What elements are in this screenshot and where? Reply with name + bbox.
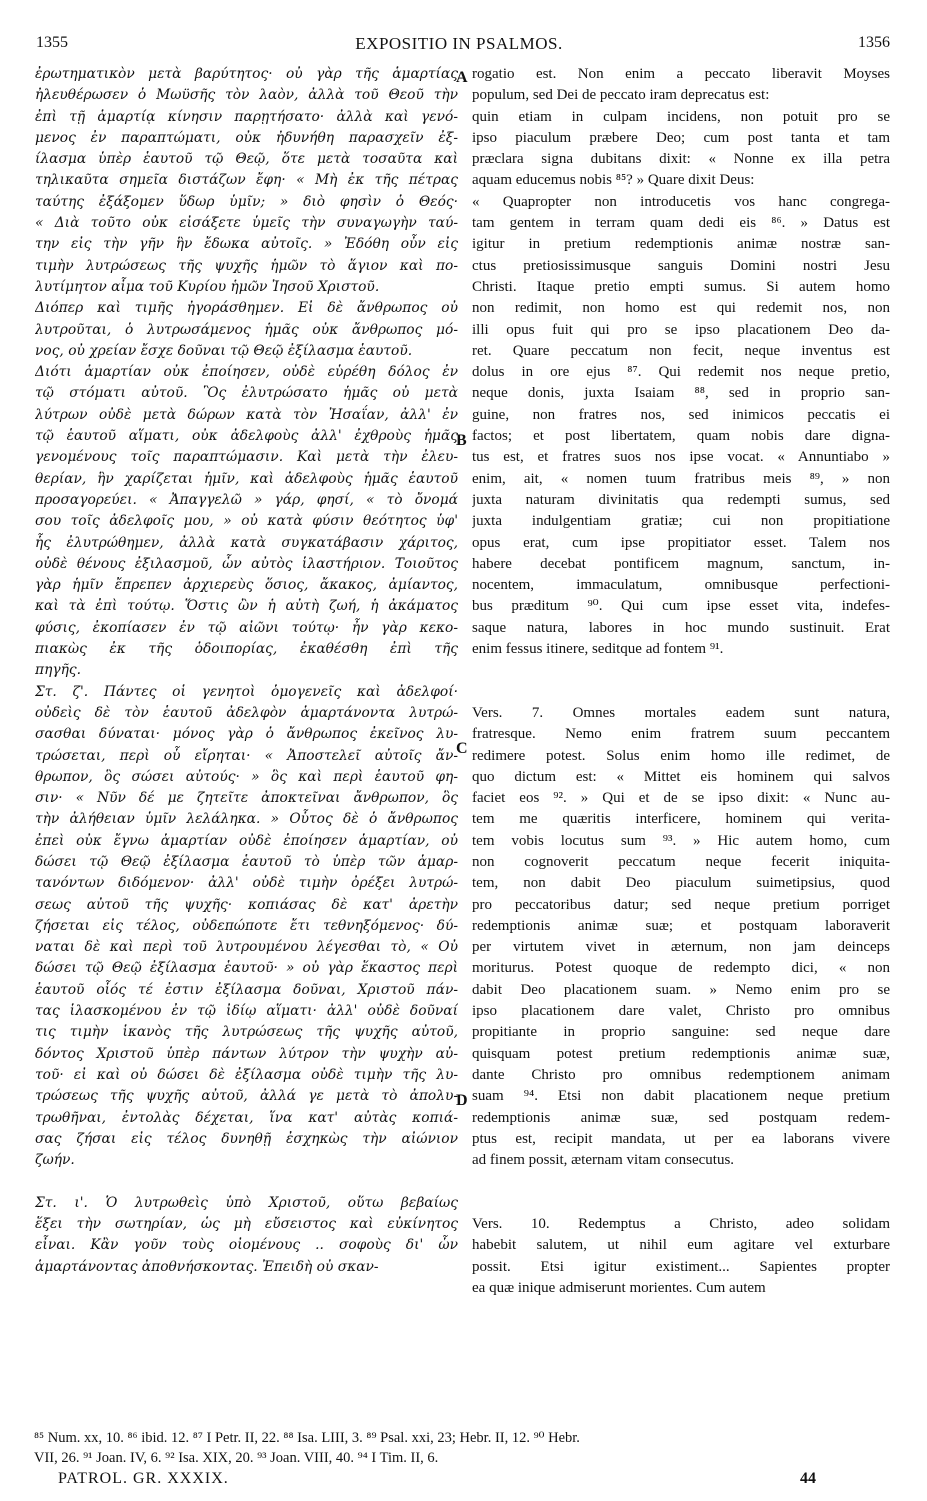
latin-line: dolus in ore ejus ⁸⁷. Qui redemit nos neque pretio,	[472, 364, 890, 381]
greek-line: τρώσεται, περὶ οὗ εἴρηται· « Ἀποστελεῖ αὐτοῖς ἄν-	[35, 747, 458, 764]
greek-line: ἐπὶ τῇ ἁμαρτίᾳ κίνησιν παρῃτήσατο· ἀλλὰ καὶ γενό-	[35, 108, 458, 125]
margin-letter-b: B	[456, 432, 467, 449]
greek-line: γενομένους τοῖς παραπτώμασιν. Καὶ μετὰ τὴν ἐλευ-	[35, 449, 458, 466]
page-number-right: 1356	[858, 34, 890, 51]
greek-line: τὴν ἀλήθειαν ὑμῖν λελάληκα. » Οὗτος δὲ ὁ ἄνθρωπος	[35, 811, 458, 828]
greek-line: φύσις, ἐκοπίασεν ἐν τῷ αἰῶνι τούτῳ· ἦν γὰρ κεκο-	[35, 619, 458, 636]
latin-line: neque donis, juxta Isaiam ⁸⁸, sed in proprio san-	[472, 385, 890, 402]
greek-line: οὐδὲ θένους ἐξιλασμοῦ, ὧν αὐτὸς ἱλαστήριον. Τοιοῦτος	[35, 555, 458, 572]
greek-line: Διόπερ καὶ τιμῆς ἠγοράσθημεν. Εἰ δὲ ἄνθρωπος οὐ	[35, 300, 458, 317]
latin-line: faciet eos ⁹². » Qui et de se ipso dixit: « Nunc au-	[472, 790, 890, 807]
footnotes	[34, 1428, 890, 1468]
greek-line: ταύτης ἐξάξομεν ὕδωρ ὑμῖν; » διὸ φησὶν ὁ Θεός·	[35, 193, 458, 210]
greek-line: ἐρωτηματικὸν μετὰ βαρύτητος· οὐ γὰρ τῆς ἁμαρτίας	[35, 66, 458, 82]
running-title: EXPOSITIO IN PSALMOS.	[355, 34, 563, 53]
latin-line: nocentem, immaculatum, omnibusque perfectioni-	[472, 577, 890, 594]
latin-line: ipso piaculum præbere Deo; cum post tanta et tam	[472, 129, 890, 146]
latin-line: quo dictum est: « Mittet eis hominem qui salvos	[472, 768, 890, 785]
latin-line: Vers. 7. Omnes mortales eadem sunt natura,	[472, 704, 890, 721]
latin-line: factos; et post libertatem, quam nobis dare digna-	[472, 428, 890, 445]
greek-line: πηγῆς.	[35, 662, 81, 679]
margin-letter-a: A	[456, 69, 468, 86]
footnote-line: VII, 26. ⁹¹ Joan. IV, 6. ⁹² Isa. XIX, 20. ⁹³ Joan. VIII, 40. ⁹⁴ I Tim. II, 6.	[34, 1450, 439, 1466]
greek-line: ίλασμα ὑπὲρ ἑαυτοῦ τῷ Θεῷ, ὅτε μετὰ τοσαῦτα καὶ	[35, 151, 458, 168]
latin-line: saque natura, labores in hoc mundo sustinuit. Erat	[472, 619, 890, 636]
greek-line: καὶ τὰ ἐπὶ τούτῳ. Ὅστις ὢν ἡ αὐτὴ ζωή, ἡ ἀκάματος	[35, 598, 458, 615]
latin-line: quisquam potest pretium redemptionis animæ suæ,	[472, 1045, 890, 1062]
latin-line: Vers. 10. Redemptus a Christo, adeo solidam	[472, 1216, 890, 1233]
latin-line: illi opus fuit qui pro se ipso placationem Deo da-	[472, 321, 890, 338]
latin-line: non redimit, non homo est qui redemit nos, non	[472, 300, 890, 317]
latin-line: igitur in pretium redemptionis animæ nostræ san-	[472, 236, 890, 253]
greek-line: ἑαυτοῦ οἷός τέ ἐστιν ἐξίλασμα δοῦναι, Χριστοῦ πάν-	[35, 981, 458, 998]
greek-line: ἐπεὶ οὐκ ἔγνω ἁμαρτίαν οὐδὲ ἐποίησεν ἁμαρτίαν, οὐ	[35, 832, 458, 849]
latin-line: rogatio est. Non enim a peccato liberavit Moyses	[472, 66, 890, 82]
margin-letter-c: C	[456, 740, 468, 757]
latin-line: ad finem possit, æternam vitam consecutus.	[472, 1152, 735, 1169]
latin-line: ea quæ inique admiserunt morientes. Cum autem	[472, 1279, 766, 1296]
latin-line: populum, sed Dei de peccato iram deprecatus est:	[472, 87, 770, 104]
latin-line: guine, non fratres nos, sed inimicos peccatis ei	[472, 406, 890, 423]
latin-line: dante Christo pro omnibus redemptionem animam	[472, 1066, 890, 1083]
greek-line: τῷ στόματι αὐτοῦ. Ὃς ἐλυτρώσατο ἡμᾶς οὐ μετὰ	[35, 385, 458, 402]
latin-line	[472, 660, 890, 681]
margin-letter-d: D	[456, 1092, 468, 1109]
latin-line: pro peccatoribus datur; sed neque pretium porriget	[472, 896, 890, 913]
greek-line: ἕξει τὴν σωτηρίαν, ὡς μὴ εὔσειστος καὶ εὐκίνητος	[35, 1216, 458, 1233]
greek-line: σου τοῖς ἀδελφοῖς μου, » οὐ κατὰ φύσιν θεότητος ὑφ'	[35, 513, 458, 530]
greek-line: δώσει τῷ Θεῷ ἐξίλασμα ἑαυτοῦ τὸ ὑπὲρ τῶν ἁμαρ-	[35, 853, 458, 870]
greek-line: τοῦ· εἰ καὶ οὐ δώσει δὲ ἐξίλασμα οὐδὲ τιμὴν τῆς λυ-	[35, 1066, 458, 1083]
greek-line	[35, 1171, 458, 1192]
latin-line: ptus est, recipit mandata, ut per ea laborans vivere	[472, 1130, 890, 1147]
greek-line: τιμὴν λυτρώσεως τῆς ψυχῆς ἡμῶν τὸ ἅγιον καὶ πο-	[35, 257, 458, 274]
greek-line: οὐδεὶς δὲ τὸν ἑαυτοῦ ἀδελφὸν ἁμαρτάνοντα λυτρώ-	[35, 704, 458, 721]
greek-line: τρωθῆναι, ἐντολὰς δέχεται, ἵνα κατ' αὐτὰς κοπιά-	[35, 1109, 458, 1126]
latin-line	[472, 682, 890, 703]
greek-line: μενος ἐν παραπτώματι, οὐκ ἠδυνήθη παρασχεῖν ἐξ-	[35, 129, 458, 146]
latin-line	[472, 1171, 890, 1192]
footnote-line: ⁸⁵ Num. xx, 10. ⁸⁶ ibid. 12. ⁸⁷ I Petr. II, 22. ⁸⁸ Isa. LIII, 3. ⁸⁹ Psal. xxi, 23; Hebr. II, 12. ⁹⁰ Hebr.	[34, 1430, 580, 1446]
latin-line: tus est, et fratres suos nos ipse vocat. « Annuntiabo »	[472, 449, 890, 466]
latin-line: ipso placationem dare valet, Christo pro omnibus	[472, 1003, 890, 1020]
greek-line: σεως αὐτοῦ τῆς ψυχῆς· κοπιάσας δὲ κατ' ἀρετὴν	[35, 896, 458, 913]
greek-line: τις τιμὴν ἱκανὸς τῆς λυτρώσεως τῆς ψυχῆς αὐτοῦ,	[35, 1024, 458, 1041]
greek-line: πιακὼς ἐκ τῆς ὁδοιπορίας, ἐκαθέσθη ἐπὶ τῆς	[35, 641, 458, 658]
signature-number: 44	[800, 1470, 816, 1487]
latin-line: ret. Quare peccatum non fecit, neque inventus est	[472, 342, 890, 359]
latin-line: moriturus. Potest quoque de redempto dici, « non	[472, 960, 890, 977]
latin-line: dabit Deo placationem suam. » Nemo enim pro se	[472, 981, 890, 998]
signature-mark: PATROL. GR. XXXIX.	[58, 1470, 229, 1487]
latin-line: ctus pretiosissimusque sanguis Domini nostri Jesu	[472, 257, 890, 274]
latin-line: habebit salutem, ut nihil eum agitare vel exturbare	[472, 1237, 890, 1254]
latin-line: quin etiam in culpam incidens, non potuit pro se	[472, 108, 890, 125]
greek-line: γὰρ ἡμῖν ἔπρεπεν ἀρχιερεὺς ὅσιος, ἄκακος, ἀμίαντος,	[35, 577, 458, 594]
greek-column	[35, 64, 458, 1278]
latin-line: juxta naturam divinitatis qua redempti sumus, sed	[472, 491, 890, 508]
greek-line: τηλικαῦτα σημεῖα διστάζων ἔφη· « Μὴ ἐκ τῆς πέτρας	[35, 172, 458, 189]
greek-line: λύτρων οὐδὲ μετὰ δώρων κατὰ τὸν Ἠσαΐαν, ἀλλ' ἐν	[35, 406, 458, 423]
latin-line: juxta indulgentiam gratiæ; cui non propitiatione	[472, 513, 890, 530]
latin-line: possit. Etsi igitur existiment... Sapientes propter	[472, 1258, 890, 1275]
latin-line: redimere potest. Solus enim homo ille redimet, de	[472, 747, 890, 764]
greek-line: θερίαν, ἣν χαρίζεται ἡμῖν, καὶ ἀδελφοὺς ἡμᾶς ἑαυτοῦ	[35, 470, 458, 487]
latin-line: præclara signa dubitans dixit: « Nonne ex illa petra	[472, 151, 890, 168]
greek-line: ἁμαρτάνοντας ἀποθνήσκοντας. Ἐπειδὴ οὐ σκαν-	[35, 1258, 379, 1275]
greek-line: την εἰς τὴν γῆν ἣν ἔδωκα αὐτοῖς. » Ἐδόθη οὖν εἰς	[35, 236, 458, 253]
greek-line: τῷ ἑαυτοῦ αἵματι, οὐκ ἀδελφοὺς ἀλλ' ἐχθροὺς ἡμᾶς	[35, 428, 458, 445]
greek-line: « Διὰ τοῦτο οὐκ εἰσάξετε ὑμεῖς τὴν συναγωγὴν ταύ-	[35, 215, 458, 232]
greek-line: σας ζήσαι εἰς τέλος δυνηθῇ ἐσχηκὼς τὴν αἰώνιον	[35, 1130, 458, 1147]
latin-line: non cognoverit peccatum neque fecerit iniquita-	[472, 853, 890, 870]
greek-line: νος, οὐ χρείαν ἔσχε δοῦναι τῷ Θεῷ ἐξίλασμα ἑαυτοῦ.	[35, 342, 413, 359]
latin-line: enim fessus itinere, seditque ad fontem ⁹¹.	[472, 641, 724, 658]
greek-line: ζήσεται εἰς τέλος, οὐδεπώποτε ἔτι τεθνηξόμενος· δύ-	[35, 917, 458, 934]
latin-line: tem me quæritis interficere, hominem qui verita-	[472, 811, 890, 828]
greek-line: θρωπον, ὃς σώσει αὐτούς· » ὃς καὶ περὶ ἑαυτοῦ φη-	[35, 768, 458, 785]
greek-line: δόντος Χριστοῦ ὑπὲρ πάντων λύτρον τὴν ψυχὴν αὐ-	[35, 1045, 458, 1062]
greek-line: λυτίμητον αἷμα τοῦ Κυρίου ἡμῶν Ἰησοῦ Χριστοῦ.	[35, 278, 380, 295]
latin-line: « Quapropter non introducetis vos hanc congrega-	[472, 193, 890, 210]
page-header	[28, 34, 890, 56]
latin-line: opus erat, cum ipse propitiator esset. Talem nos	[472, 534, 890, 551]
latin-line: tem, non dabit Deo piaculum suimetipsius, quod	[472, 875, 890, 892]
greek-line: τας ἱλασκομένου ἐν τῷ ἰδίῳ αἵματι· ἀλλ' οὐδὲ δοῦναί	[35, 1003, 458, 1020]
latin-line: redemptionis animæ suæ; et postquam laboraverit	[472, 917, 890, 934]
latin-line: enim, ait, « nomen tuum fratribus meis ⁸⁹, » non	[472, 470, 890, 487]
latin-line: suam ⁹⁴. Etsi non dabit placationem neque pretium	[472, 1088, 890, 1105]
greek-line: λυτροῦται, ὁ λυτρωσάμενος ἡμᾶς οὐκ ἄνθρωπος μό-	[35, 321, 458, 338]
greek-line: ζωήν.	[35, 1152, 75, 1169]
latin-line: propitiante in proprio sanguine: sed neque dare	[472, 1024, 890, 1041]
latin-line: per virtutem vivet in æternum, non jam deinceps	[472, 939, 890, 956]
greek-line: ἠλευθέρωσεν ὁ Μωϋσῆς τὸν λαὸν, ἀλλὰ τοῦ Θεοῦ τὴν	[35, 87, 458, 104]
latin-line: tam gentem in terram quam dedi eis ⁸⁶. » Datus est	[472, 215, 890, 232]
greek-line: δώσει τῷ Θεῷ ἐξίλασμα ἑαυτοῦ· » οὐ γὰρ ἕκαστος περὶ	[35, 960, 458, 977]
greek-line: Στ. ι'. Ὁ λυτρωθεὶς ὑπὸ Χριστοῦ, οὕτω βεβαίως	[35, 1194, 458, 1211]
greek-line: τανόντων διδόμενον· ἀλλ' οὐδὲ τιμὴν ὀρέξει λυτρώ-	[35, 875, 458, 892]
latin-line: bus præditum ⁹⁰. Qui cum ipse esset vita, indefes-	[472, 598, 890, 615]
latin-line: redemptionis animæ suæ, sed postquam redem-	[472, 1109, 890, 1126]
latin-line: tem vobis locutus sum ⁹³. » Hic autem homo, cum	[472, 832, 890, 849]
greek-line: σασθαι δύναται· μόνος γὰρ ὁ ἄνθρωπος ἐκεῖνος λυ-	[35, 726, 458, 743]
greek-line: σιν· « Νῦν δέ με ζητεῖτε ἀποκτεῖναι ἄνθρωπον, ὃς	[35, 790, 458, 807]
latin-column	[472, 64, 890, 1299]
greek-line: προσαγορεύει. « Ἀπαγγελῶ » γάρ, φησί, « τὸ ὄνομά	[35, 491, 458, 508]
latin-line: aquam educemus nobis ⁸⁵? » Quare dixit Deus:	[472, 172, 755, 189]
greek-line: ναται δὲ καὶ περὶ τοῦ λυτρουμένου λέγεσθαι τὸ, « Οὐ	[35, 939, 458, 956]
latin-line: habere decebat pontificem magnum, sanctum, in-	[472, 555, 890, 572]
greek-line: τρώσεως τῆς ψυχῆς αὐτοῦ, ἀλλά γε μετὰ τὸ ἀπολυ-	[35, 1088, 458, 1105]
latin-line: Christi. Itaque pretio empti sumus. Si autem homo	[472, 278, 890, 295]
latin-line: fratresque. Nemo enim fratrem suum peccantem	[472, 726, 890, 743]
greek-line: ἧς ἐλυτρώθημεν, ἀλλὰ κατὰ συγκατάβασιν χάριτος,	[35, 534, 458, 551]
greek-line: Στ. ζ'. Πάντες οἱ γενητοὶ ὁμογενεῖς καὶ ἀδελφοί·	[35, 683, 458, 700]
latin-line	[472, 1193, 890, 1214]
page-number-left: 1355	[36, 34, 68, 51]
greek-line: εἶναι. Κἂν γοῦν τοὺς οἰομένους .. σοφοὺς δι' ὧν	[35, 1237, 458, 1254]
greek-line: Διότι ἁμαρτίαν οὐκ ἐποίησεν, οὐδὲ εὑρέθη δόλος ἐν	[35, 364, 458, 381]
